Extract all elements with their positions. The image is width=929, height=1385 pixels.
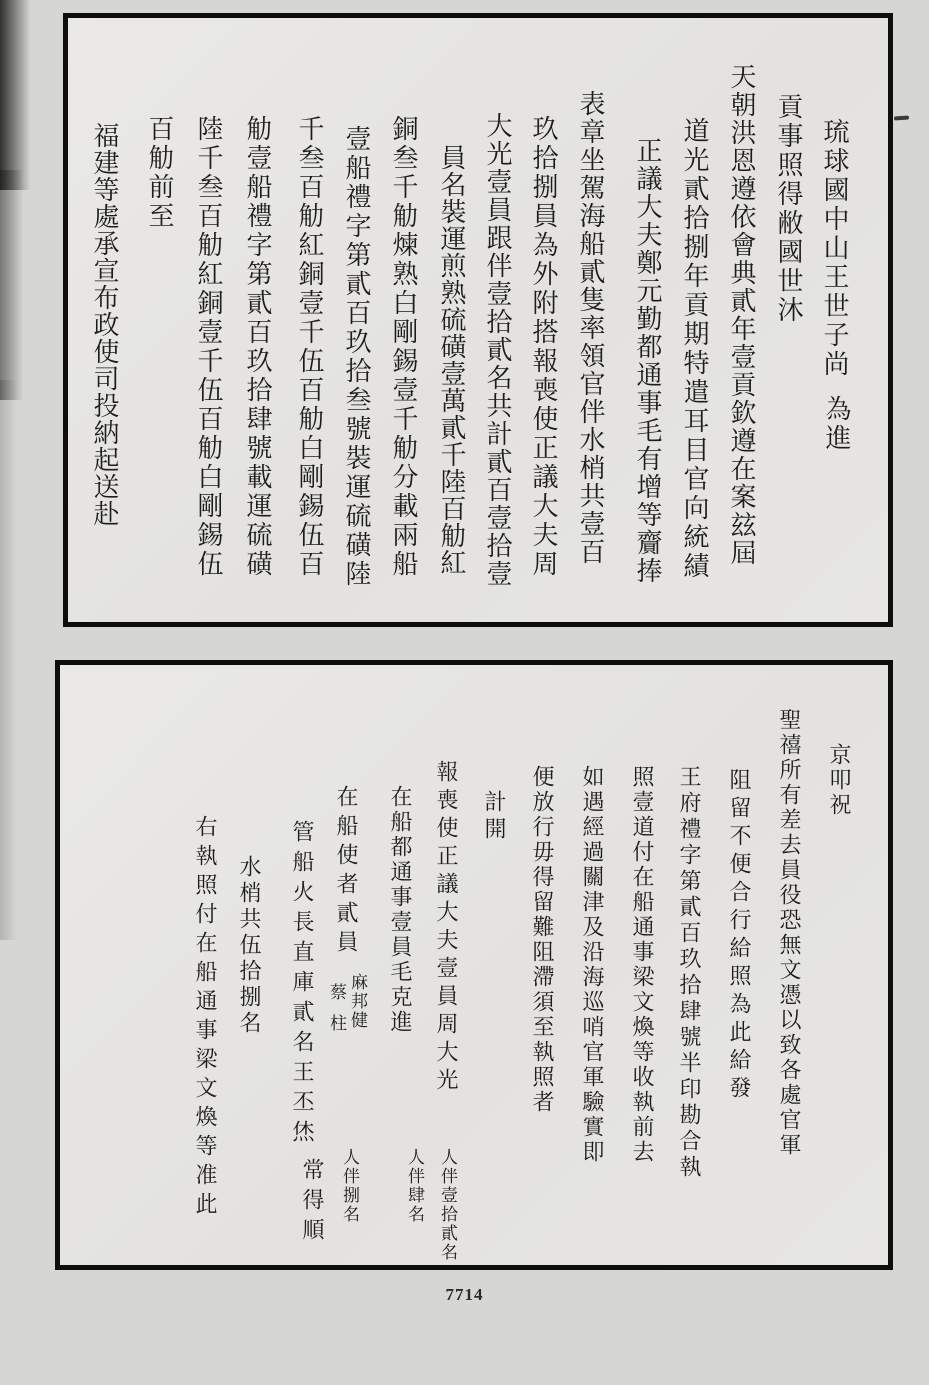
- upper-column-5: 正議大夫鄭元勤都通事毛有增等齎捧: [633, 137, 662, 585]
- lower-column-shipmaster-name-2: 常得順: [300, 1158, 325, 1248]
- upper-column-16: 福建等處承宣布政使司投納起送赴: [90, 122, 119, 527]
- lower-text-frame: [55, 660, 893, 1270]
- lower-column-1: 京叩祝: [827, 743, 852, 818]
- upper-column-6: 表章坐駕海船貳隻率領官伴水梢共壹百: [576, 90, 605, 566]
- lower-column-list-header: 計開: [482, 790, 507, 844]
- upper-column-2: 貢事照得敝國世沐: [774, 93, 803, 325]
- lower-column-envoy-note: 人伴壹拾貳名: [438, 1148, 457, 1262]
- upper-column-15: 百觔前至: [145, 115, 174, 231]
- lower-column-sailors-entry: 水梢共伍拾捌名: [237, 855, 262, 1037]
- upper-column-4: 道光貳拾捌年貢期特遣耳目官向統績: [680, 117, 709, 581]
- upper-column-1-suffix: 為進: [822, 395, 851, 453]
- scan-artifact-dash: [894, 115, 909, 120]
- lower-column-6: 如遇經過關津及沿海巡哨官軍驗實即: [580, 765, 605, 1165]
- upper-column-13: 觔壹船禮字第貳百玖拾肆號載運硫磺: [243, 115, 272, 579]
- lower-column-messenger-name-2: 蔡柱: [327, 983, 346, 1045]
- lower-column-interpreter-entry: 在船都通事壹員毛克進: [388, 785, 413, 1035]
- upper-column-7: 玖拾捌員為外附搭報喪使正議大夫周: [529, 115, 558, 579]
- lower-column-envoy-entry: 報喪使正議大夫壹員周大光: [434, 760, 459, 1096]
- lower-column-messengers-note: 人伴捌名: [340, 1148, 359, 1224]
- binding-shadow-mid: [0, 170, 28, 400]
- binding-shadow-low: [0, 380, 20, 940]
- lower-column-4: 王府禮字第貳百玖拾肆號半印勘合執: [677, 765, 702, 1181]
- upper-column-12: 千叁百觔紅銅壹千伍百觔白剛錫伍百: [295, 115, 324, 579]
- upper-column-1-heading: 琉球國中山王世子尚: [820, 118, 849, 379]
- binding-shadow-top: [0, 0, 36, 190]
- upper-column-14: 陸千叁百觔紅銅壹千伍百觔白剛錫伍: [194, 115, 223, 579]
- lower-column-5: 照壹道付在船通事梁文煥等收執前去: [630, 765, 655, 1165]
- upper-column-10: 銅叁千觔煉熟白剛錫壹千觔分載兩船: [389, 115, 418, 579]
- upper-column-8: 大光壹員跟伴壹拾貳名共計貳百壹拾壹: [483, 112, 512, 588]
- lower-column-3: 阻留不便合行給照為此給發: [727, 768, 752, 1104]
- lower-column-closing: 右執照付在船通事梁文煥等准此: [193, 815, 218, 1221]
- lower-column-interpreter-note: 人伴肆名: [405, 1148, 424, 1224]
- lower-column-7: 便放行毋得留難阻滯須至執照者: [530, 765, 555, 1115]
- upper-text-frame: [63, 13, 893, 627]
- lower-column-messengers-entry: 在船使者貳員: [334, 785, 359, 959]
- lower-column-2: 聖禧所有差去員役恐無文憑以致各處官軍: [777, 708, 802, 1158]
- upper-column-11: 壹船禮字第貳百玖拾叁號裝運硫磺陸: [342, 125, 371, 589]
- lower-column-messenger-name-1: 麻邦健: [348, 973, 367, 1030]
- upper-column-3: 天朝洪恩遵依會典貳年壹貢欽遵在案玆屆: [727, 63, 756, 567]
- upper-column-9: 員名裝運煎熟硫磺壹萬貳千陸百觔紅: [437, 144, 466, 576]
- lower-column-shipmaster-entry: 管船火長直庫貳名王丕烋: [290, 820, 315, 1150]
- page-number: 7714: [445, 1285, 484, 1304]
